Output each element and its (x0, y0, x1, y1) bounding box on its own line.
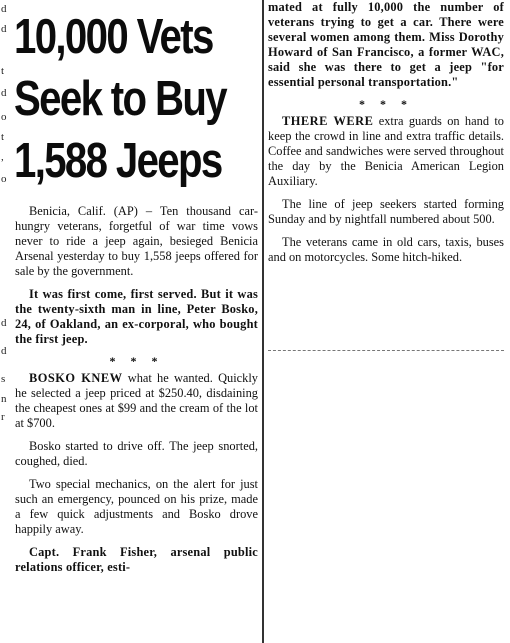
headline-line-3: 1,588 Jeeps (14, 134, 222, 188)
margin-fragment: t (1, 131, 5, 143)
headline-line-1: 10,000 Vets (14, 10, 213, 64)
paragraph (15, 371, 258, 431)
margin-fragment: d (1, 87, 7, 99)
lead-in: BOSKO KNEW (29, 371, 123, 385)
margin-fragment: o (1, 173, 7, 185)
margin-fragment: o (1, 111, 7, 123)
section-separator: * * * (109, 354, 164, 368)
left-column (15, 204, 258, 583)
margin-fragment: d (1, 317, 7, 329)
column-end-rule (268, 350, 504, 352)
paragraph: Bosko started to drive off. The jeep snorted, coughed, died. (15, 439, 258, 468)
paragraph-text: extra guards on hand to keep the crowd in line and extra traffic details. Coffee and sandwiches were served throughout the day by the Benicia American Legion Auxiliary. (268, 114, 504, 188)
bold-paragraph: mated at fully 10,000 the number of veterans trying to get a car. There were several women among them. Miss Dorothy Howard of San Francisco, a former WAC, said she was there to get a jeep "for essential personal transportation." (268, 0, 504, 89)
left-margin-fragments (0, 0, 12, 643)
paragraph: The line of jeep seekers started forming Sunday and by nightfall numbered about 500. (268, 197, 504, 226)
margin-fragment: , (1, 151, 4, 163)
margin-fragment: t (1, 65, 5, 77)
section-separator: * * * (359, 97, 413, 111)
paragraph (268, 114, 504, 189)
margin-fragment: s (1, 373, 6, 385)
bold-paragraph: It was first come, first served. But it was the twenty-sixth man in line, Peter Bosko, 24, of Oakland, an ex-corporal, who bought the first jeep. (15, 287, 258, 346)
paragraph: The veterans came in old cars, taxis, buses and on motorcycles. Some hitch-hiked. (268, 235, 504, 264)
dateline-paragraph: Benicia, Calif. (AP) – Ten thousand car-hungry veterans, forgetful of war time vows never to ride a jeep again, besieged Benicia Arsenal yesterday to buy 1,558 jeeps offered for sale by the government. (15, 204, 258, 278)
margin-fragment: d (1, 3, 7, 15)
lead-in: THERE WERE (282, 114, 374, 128)
headline-line-2: Seek to Buy (14, 72, 226, 126)
margin-fragment: n (1, 393, 7, 405)
column-divider (262, 0, 264, 643)
paragraph: Two special mechanics, on the alert for just such an emergency, pounced on his prize, made a few quick adjustments and Bosko drove happily away. (15, 477, 258, 536)
paragraph-text: what he wanted. Quickly he selected a jeep priced at $250.40, disdaining the cheapest ones at $99 and the cream of the lot at $700. (15, 371, 258, 430)
margin-fragment: r (1, 411, 5, 423)
margin-fragment: d (1, 23, 7, 35)
right-column (268, 0, 504, 273)
headline (14, 6, 254, 192)
bold-paragraph: Capt. Frank Fisher, arsenal public relations officer, esti- (15, 545, 258, 574)
margin-fragment: d (1, 345, 7, 357)
